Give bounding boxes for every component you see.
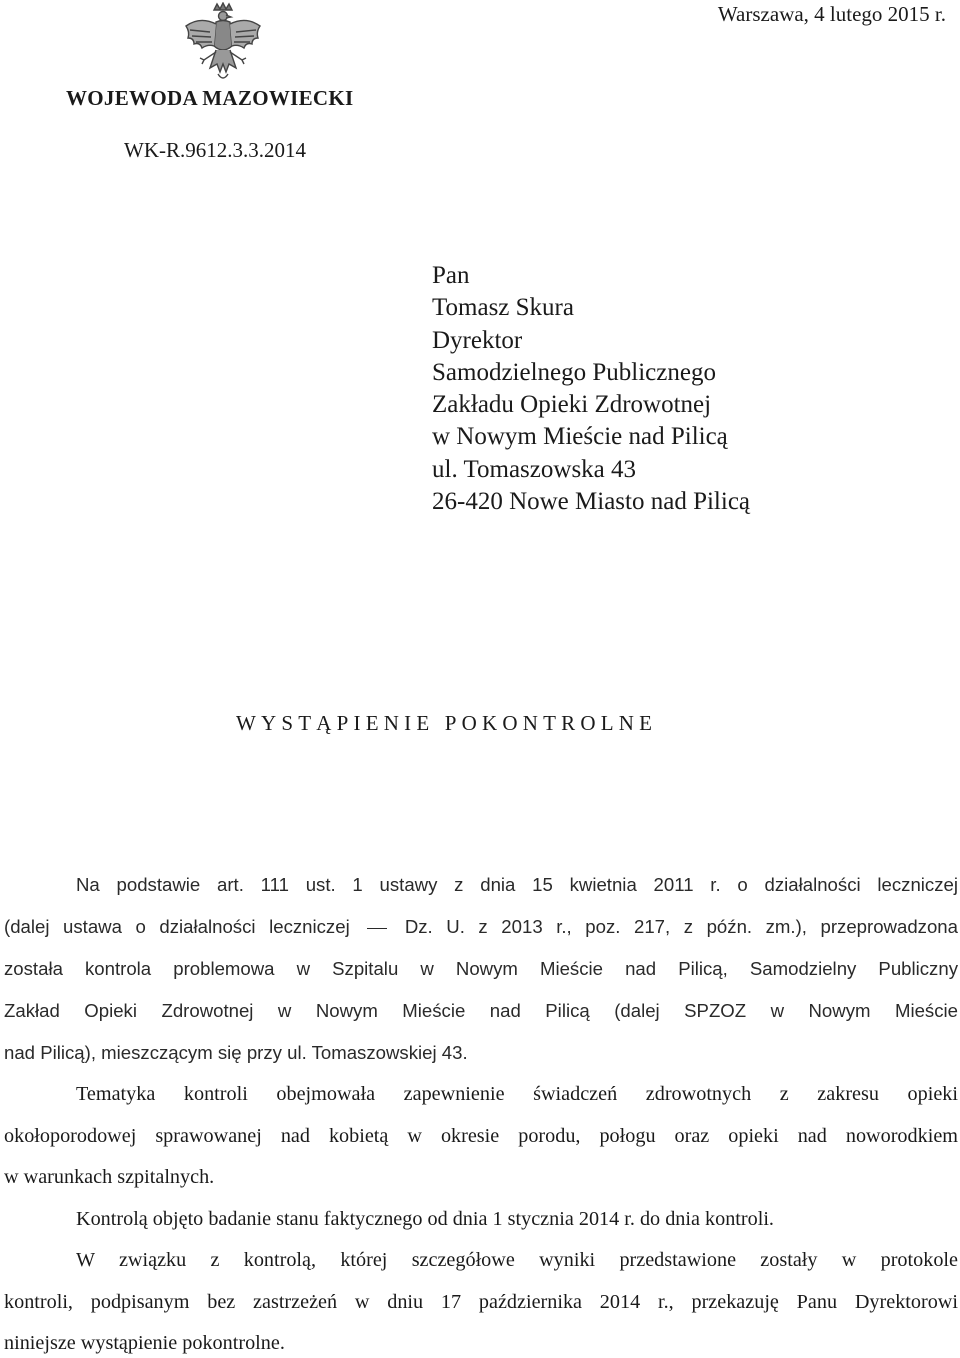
addressee-line: Pan [432, 262, 470, 289]
p1-line2-part-b: Dz. U. z 2013 r., poz. 217, z późn. zm. [404, 916, 796, 937]
addressee-line: Dyrektor [432, 326, 523, 354]
case-number: WK-R.9612.3.3.2014 [124, 138, 306, 162]
p1-line2-part-c: ), przeprowadzona [795, 916, 958, 937]
polish-eagle-emblem-icon [180, 2, 266, 86]
paragraph-2-line-3: w warunkach szpitalnych. [4, 1166, 215, 1188]
addressee-block [432, 260, 750, 518]
paragraph-4-line-2: kontroli, podpisanym bez zastrzeżeń w dniu 17 października 2014 r., przekazuję Panu Dyrektorowi [4, 1291, 958, 1313]
addressee-line: ul. Tomaszowska 43 [432, 455, 637, 483]
addressee-line: Samodzielnego Publicznego [432, 358, 716, 386]
paragraph-1-line-1: Na podstawie art. 111 ust. 1 ustawy z dnia 15 kwietnia 2011 r. o działalności leczniczej [76, 874, 958, 895]
addressee-line: Zakładu Opieki Zdrowotnej [432, 391, 712, 419]
addressee-line: w Nowym Mieście nad Pilicą [432, 423, 728, 451]
em-dash [367, 928, 387, 929]
addressee-line: 26-420 Nowe Miasto nad Pilicą [432, 488, 751, 516]
paragraph-1-line-2 [4, 916, 958, 938]
paragraph-1-line-4: Zakład Opieki Zdrowotnej w Nowym Mieście nad Pilicą (dalej SPZOZ w Nowym Mieście [4, 1000, 958, 1021]
document-heading: WYSTĄPIENIE POKONTROLNE [236, 711, 658, 735]
office-title: WOJEWODA MAZOWIECKI [66, 86, 354, 110]
addressee-line: Tomasz Skura [432, 294, 574, 322]
document-date: Warszawa, 4 lutego 2015 r. [717, 2, 946, 26]
paragraph-2-line-1: Tematyka kontroli obejmowała zapewnienie świadczeń zdrowotnych z zakresu opieki [76, 1083, 958, 1105]
paragraph-4-line-1: W związku z kontrolą, której szczegółowe wyniki przedstawione zostały w protokole [76, 1249, 958, 1271]
paragraph-4-line-3: niniejsze wystąpienie pokontrolne. [4, 1332, 285, 1354]
paragraph-3-line-1: Kontrolą objęto badanie stanu faktycznego od dnia 1 stycznia 2014 r. do dnia kontroli. [76, 1208, 774, 1230]
paragraph-1-line-5: nad Pilicą), mieszczącym się przy ul. Tomaszowskiej 43. [4, 1042, 468, 1063]
paragraph-1-line-3: została kontrola problemowa w Szpitalu w Nowym Mieście nad Pilicą, Samodzielny Publiczny [4, 958, 958, 979]
paragraph-2-line-2: okołoporodowej sprawowanej nad kobietą w okresie porodu, połogu oraz opieki nad noworodkiem [4, 1125, 958, 1147]
p1-line2-part-a: (dalej ustawa o działalności leczniczej [4, 916, 350, 937]
